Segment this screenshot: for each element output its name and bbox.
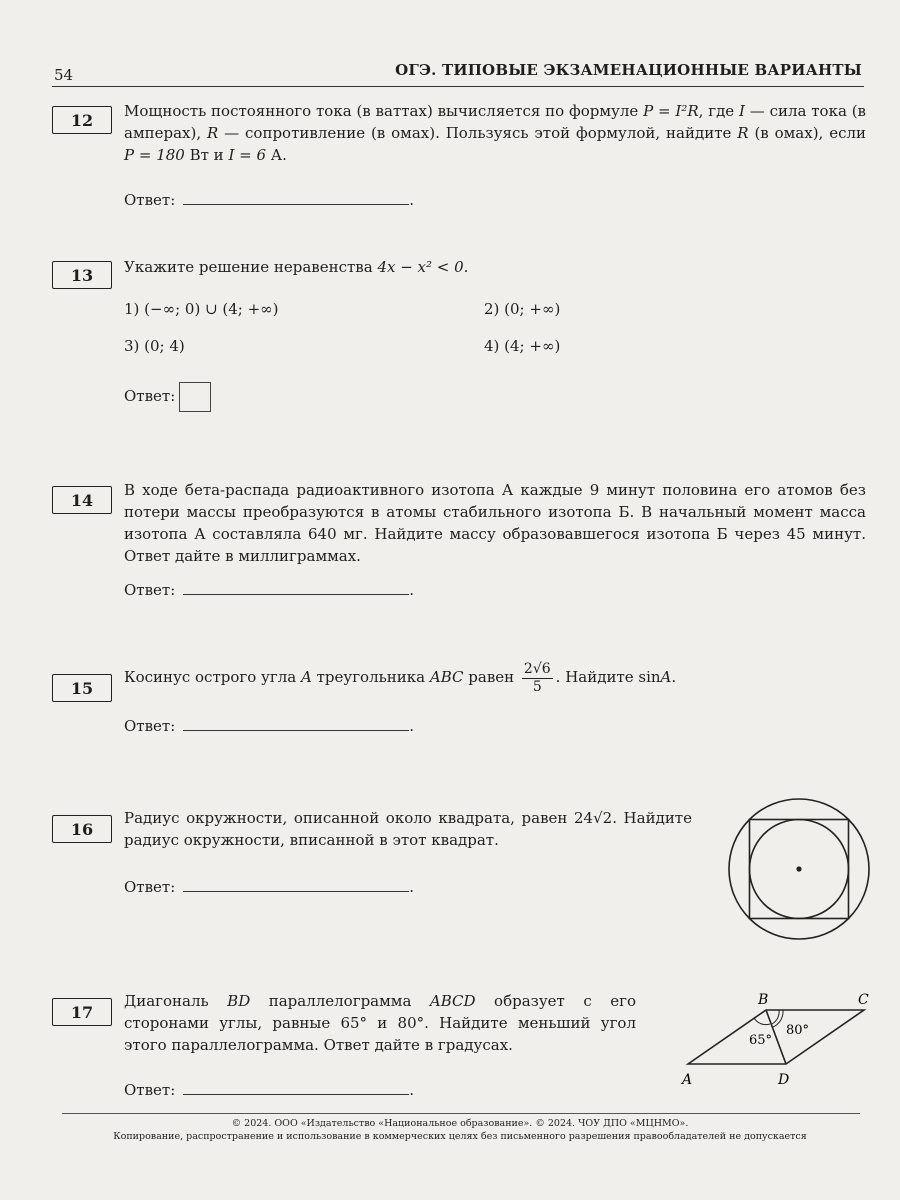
task-number-16: 16 [52,815,112,843]
angle-label-80: 80° [786,1023,810,1038]
header-divider [52,86,864,87]
vertex-label-c: C [858,992,869,1008]
answer-line-12[interactable] [183,190,409,205]
task-13-option-4: 4) (4; +∞) [484,337,561,355]
answer-field-17[interactable]: Ответ: . [124,1081,415,1099]
center-point [796,866,801,871]
answer-field-14[interactable]: Ответ: . [124,581,415,599]
answer-line-16[interactable] [183,877,409,892]
vertex-label-b: B [758,992,769,1008]
angle-arc-80b [773,1010,783,1027]
answer-field-12[interactable]: Ответ: . [124,191,415,209]
answer-line-14[interactable] [183,580,409,595]
footer-copyright: © 2024. ООО «Издательство «Национальное образование». © 2024. ЧОУ ДПО «МЦНМО». [231,1118,689,1129]
answer-field-15[interactable]: Ответ: . [124,717,415,735]
task-number-15: 15 [52,674,112,702]
vertex-label-d: D [778,1072,790,1088]
angle-arc-65 [754,1018,770,1025]
task-13-option-2: 2) (0; +∞) [484,300,561,318]
answer-line-15[interactable] [183,716,409,731]
running-head: ОГЭ. ТИПОВЫЕ ЭКЗАМЕНАЦИОННЫЕ ВАРИАНТЫ [395,61,862,79]
parallelogram-figure [676,988,882,1092]
task-13-option-3: 3) (0; 4) [124,337,185,355]
task-number-17: 17 [52,998,112,1026]
task-number-14: 14 [52,486,112,514]
fraction: $\frac{2√6}{5}$ [523,660,551,695]
vertex-label-a: A [682,1072,693,1088]
circle-square-figure [724,794,874,944]
answer-box-13[interactable] [179,382,211,412]
page-number: 54 [54,66,74,84]
task-15-text: Косинус острого угла A треугольника ABC равен $\frac{2√6}{5}$ . Найдите sinA. [124,660,677,695]
angle-label-65: 65° [749,1033,773,1048]
task-14-text: В ходе бета-распада радиоактивного изотопа А каждые 9 минут половина его атомов без потери массы преобразуются в атомы стабильного изотопа Б. В начальный момент масса изотопа А составляла 640 мг. Найдите массу образовавшегося изотопа Б через 45 минут. Ответ дайте в миллиграммах. [124,481,866,565]
footer-notice: Копирование, распространение и использование в коммерческих целях без письменного разрешения правообладателей не допускается [113,1131,807,1142]
task-number-13: 13 [52,261,112,289]
task-13-text: Укажите решение неравенства 4x − x² < 0. [124,258,469,276]
answer-line-17[interactable] [183,1080,409,1095]
task-16-text: Радиус окружности, описанной около квадрата, равен 24√2. Найдите радиус окружности, вписанной в этот квадрат. [124,809,692,849]
angle-arc-80a [772,1010,779,1024]
task-12-text: Мощность постоянного тока (в ваттах) вычисляется по формуле P = I²R, где I — сила тока (в амперах), R — сопротивление (в омах). Пользуясь этой формулой, найдите R (в омах), если P = 180 Вт и I = 6 А. [124,102,867,164]
task-13-option-1: 1) (−∞; 0) ∪ (4; +∞) [124,300,279,318]
answer-field-13[interactable]: Ответ: [124,382,211,412]
task-number-12: 12 [52,106,112,134]
task-17-text: Диагональ BD параллелограмма ABCD образует с его сторонами углы, равные 65° и 80°. Найдите меньший угол этого параллелограмма. Ответ дайте в градусах. [124,992,637,1054]
footer-divider [62,1113,860,1114]
answer-field-16[interactable]: Ответ: . [124,878,415,896]
